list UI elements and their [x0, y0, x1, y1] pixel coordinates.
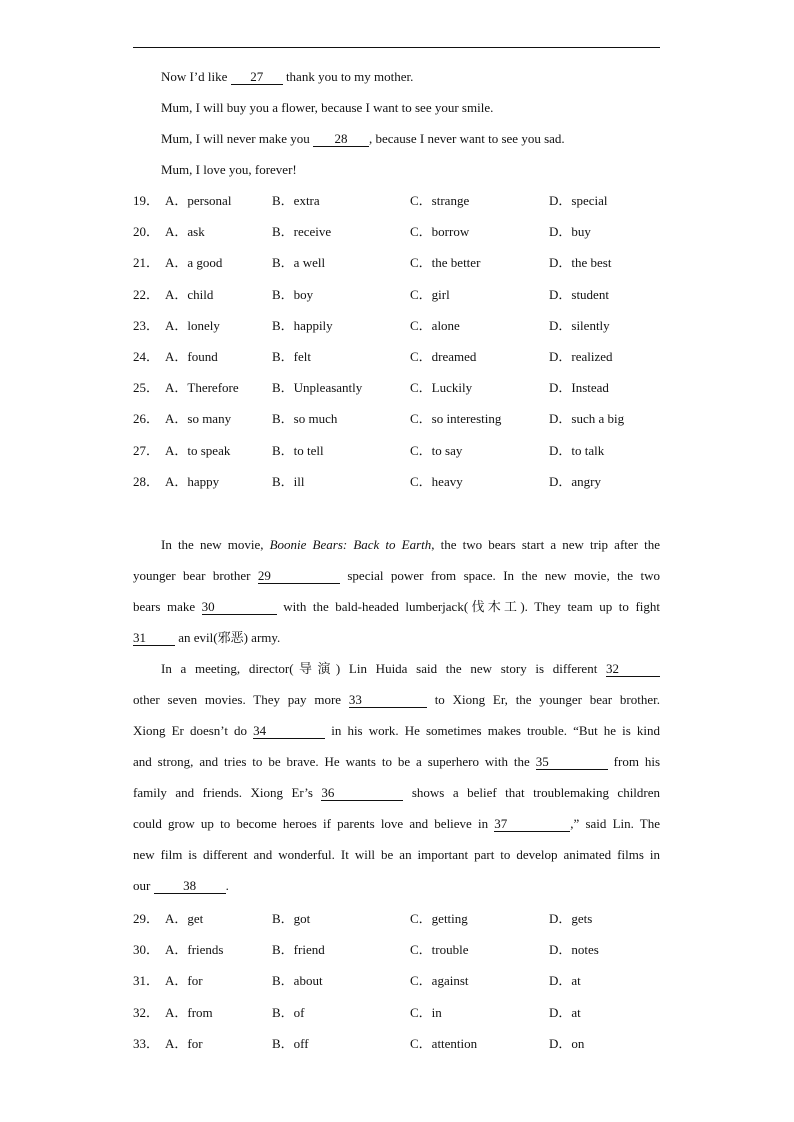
answer-blank: 38 [154, 879, 226, 894]
option-b[interactable]: B．extra [272, 193, 320, 208]
passage-line [133, 653, 660, 684]
option-d[interactable]: D．student [549, 286, 609, 302]
option-d[interactable]: D．realized [549, 348, 613, 364]
answer-blank: 27 [231, 70, 283, 85]
line-text: In a meeting, director(导演) Lin Huida said the new story is different [161, 661, 598, 676]
answer-blank: 32 [606, 662, 660, 677]
passage-line [133, 777, 660, 808]
option-b[interactable]: B．a well [272, 255, 326, 271]
option-c[interactable]: C．borrow [410, 224, 470, 240]
question-number: 23． [133, 317, 160, 333]
line-text: to Xiong Er, the younger bear brother. [434, 692, 661, 707]
passage-line [133, 870, 660, 901]
question-list-19-28 [133, 185, 660, 497]
passage-line [133, 684, 660, 715]
option-a[interactable]: A．found [165, 348, 218, 364]
option-d[interactable]: D．gets [549, 911, 593, 926]
answer-blank: 33 [349, 693, 427, 708]
question-number: 19． [133, 193, 160, 208]
question-row [133, 310, 660, 341]
question-number: 20． [133, 224, 160, 240]
line-text: from his [613, 754, 661, 769]
option-c[interactable]: C．heavy [410, 473, 463, 489]
passage-line [133, 715, 660, 746]
option-d[interactable]: D．on [549, 1035, 585, 1051]
line-text: could grow up to become heroes if parents love and believe in [133, 816, 489, 831]
option-d[interactable]: D．silently [549, 317, 610, 333]
letter-line [133, 123, 660, 154]
passage-boonie-bears [133, 529, 660, 901]
question-number: 29． [133, 911, 160, 926]
line-text: family and friends. Xiong Er’s [133, 785, 313, 800]
option-a[interactable]: A．Therefore [165, 380, 239, 396]
option-c[interactable]: C．Luckily [410, 380, 473, 396]
option-d[interactable]: D．at [549, 973, 581, 989]
question-row [133, 903, 660, 934]
passage-line [133, 591, 660, 622]
line-text: . [225, 878, 229, 893]
question-row [133, 279, 660, 310]
option-d[interactable]: D．the best [549, 255, 612, 271]
line-text: Mum, I will buy you a flower, because I want to see your smile. [161, 100, 494, 115]
option-a[interactable]: A．get [165, 911, 204, 926]
option-a[interactable]: A．so many [165, 411, 232, 427]
line-text: Mum, I will never make you [161, 131, 313, 146]
movie-title: Boonie Bears: Back to Earth [269, 537, 432, 552]
line-text: Xiong Er doesn’t do [133, 723, 248, 738]
question-number: 24． [133, 348, 160, 364]
line-text: , because I never want to see you sad. [369, 131, 565, 146]
blank-group [494, 816, 660, 831]
option-b[interactable]: B．happily [272, 317, 333, 333]
passage-line [133, 560, 660, 591]
question-row [133, 403, 660, 434]
option-d[interactable]: D．special [549, 193, 608, 208]
question-list-29-33 [133, 903, 660, 1059]
option-a[interactable]: A．child [165, 286, 214, 302]
question-number: 30． [133, 942, 160, 958]
option-b[interactable]: B．off [272, 1035, 309, 1051]
option-d[interactable]: D．notes [549, 942, 599, 958]
option-c[interactable]: C．alone [410, 317, 460, 333]
line-text: an evil(邪恶) army. [175, 630, 281, 645]
question-row [133, 997, 660, 1028]
option-b[interactable]: B．so much [272, 411, 338, 427]
question-number: 25． [133, 380, 160, 396]
option-b[interactable]: B．felt [272, 348, 311, 364]
passage-line [133, 529, 660, 560]
question-number: 26． [133, 411, 160, 427]
question-row [133, 934, 660, 965]
option-b[interactable]: B．of [272, 1004, 305, 1020]
line-text: , the two bears start a new trip after the [431, 537, 660, 552]
answer-blank: 34 [253, 724, 325, 739]
option-b[interactable]: B．to tell [272, 442, 324, 458]
option-c[interactable]: C．so interesting [410, 411, 502, 427]
option-c[interactable]: C．strange [410, 193, 470, 208]
question-row [133, 372, 660, 403]
answer-blank: 37 [494, 817, 570, 832]
line-text: Mum, I love you, forever! [161, 162, 297, 177]
passage-line [133, 808, 660, 839]
option-a[interactable]: A．from [165, 1004, 213, 1020]
option-c[interactable]: C．trouble [410, 942, 469, 958]
question-row [133, 435, 660, 466]
passage-line [133, 622, 660, 653]
passage-line [133, 746, 660, 777]
option-b[interactable]: B．boy [272, 286, 314, 302]
option-c[interactable]: C．attention [410, 1035, 478, 1051]
option-a[interactable]: A．to speak [165, 442, 231, 458]
question-number: 28． [133, 473, 160, 489]
option-d[interactable]: D．angry [549, 473, 601, 489]
line-text: with the bald-headed lumberjack(伐木工). They team up to fight [283, 599, 660, 614]
option-a[interactable]: A．ask [165, 224, 205, 240]
option-a[interactable]: A．lonely [165, 317, 220, 333]
line-text: shows a belief that troublemaking children [411, 785, 661, 800]
question-row [133, 216, 660, 247]
line-text: In the new movie, [161, 537, 270, 552]
answer-blank: 31 [133, 631, 175, 646]
answer-blank: 28 [313, 132, 369, 147]
option-c[interactable]: C．getting [410, 911, 468, 926]
question-row [133, 247, 660, 278]
letter-ending [133, 61, 660, 185]
answer-blank: 29 [258, 569, 340, 584]
line-text: other seven movies. They pay more [133, 692, 342, 707]
line-text: new film is different and wonderful. It will be an important part to develop animated films in [133, 847, 660, 862]
option-a[interactable]: A．for [165, 973, 203, 989]
question-row [133, 185, 660, 216]
letter-line [133, 61, 660, 92]
question-number: 22． [133, 286, 160, 302]
line-text: Now I’d like [161, 69, 231, 84]
line-text: ,” said Lin. The [570, 816, 661, 831]
line-text: and strong, and tries to be brave. He wants to be a superhero with the [133, 754, 530, 769]
option-b[interactable]: B．ill [272, 473, 305, 489]
option-b[interactable]: B．friend [272, 942, 325, 958]
question-row [133, 965, 660, 996]
answer-blank: 35 [536, 755, 608, 770]
option-c[interactable]: C．in [410, 1004, 442, 1020]
question-number: 21． [133, 255, 160, 271]
passage-line [133, 839, 660, 870]
option-c[interactable]: C．against [410, 973, 469, 989]
line-text: younger bear brother [133, 568, 251, 583]
option-a[interactable]: A．happy [165, 473, 220, 489]
option-b[interactable]: B．got [272, 911, 311, 926]
line-text: bears make [133, 599, 196, 614]
option-a[interactable]: A．for [165, 1035, 203, 1051]
option-d[interactable]: D．at [549, 1004, 581, 1020]
line-text: in his work. He sometimes makes trouble. “But he is kind [331, 723, 661, 738]
option-d[interactable]: D．to talk [549, 442, 605, 458]
question-row [133, 466, 660, 497]
option-a[interactable]: A．personal [165, 193, 232, 208]
letter-line [133, 92, 660, 123]
question-row [133, 1028, 660, 1059]
line-text: thank you to my mother. [282, 69, 414, 84]
option-d[interactable]: D．buy [549, 224, 591, 240]
option-d[interactable]: D．Instead [549, 380, 609, 396]
header-rule [133, 47, 660, 48]
option-c[interactable]: C．to say [410, 442, 463, 458]
question-number: 33． [133, 1035, 160, 1051]
option-c[interactable]: C．the better [410, 255, 481, 271]
option-b[interactable]: B．about [272, 973, 323, 989]
line-text: special power from space. In the new movie, the two [347, 568, 661, 583]
answer-blank: 36 [321, 786, 403, 801]
answer-blank: 30 [202, 600, 277, 615]
question-number: 31． [133, 973, 160, 989]
option-a[interactable]: A．a good [165, 255, 223, 271]
question-number: 27． [133, 442, 160, 458]
line-text: our [133, 878, 154, 893]
question-row [133, 341, 660, 372]
option-c[interactable]: C．dreamed [410, 348, 477, 364]
question-number: 32． [133, 1004, 160, 1020]
option-a[interactable]: A．friends [165, 942, 224, 958]
option-c[interactable]: C．girl [410, 286, 450, 302]
option-b[interactable]: B．Unpleasantly [272, 380, 363, 396]
letter-line [133, 154, 660, 185]
option-d[interactable]: D．such a big [549, 411, 625, 427]
option-b[interactable]: B．receive [272, 224, 332, 240]
